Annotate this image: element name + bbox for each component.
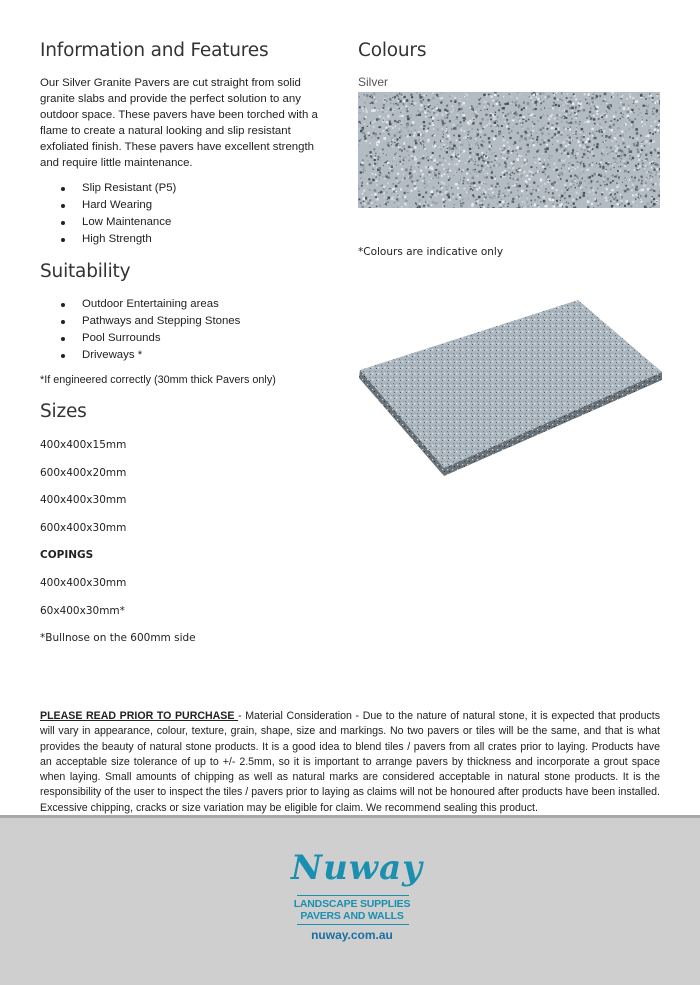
list-item: Pool Surrounds: [40, 330, 240, 347]
suitability-heading: Suitability: [40, 261, 130, 282]
logo-rule: [297, 924, 409, 925]
size-item: 400x400x15mm: [40, 439, 126, 451]
logo-line-2: PAVERS AND WALLS: [287, 910, 417, 922]
list-item: Driveways *: [40, 347, 240, 364]
list-item: High Strength: [40, 231, 176, 248]
colours-heading: Colours: [358, 40, 426, 61]
suitability-note: *If engineered correctly (30mm thick Pavers only): [40, 374, 276, 386]
disclaimer-text: - Material Consideration - Due to the nature of natural stone, it is expected that products will vary in appearance, colour, texture, grain, shape, size and markings. No two pavers or tiles will be the same, and that is what provides the beauty of natural stone products. It is a good idea to blend tiles / pavers from all crates prior to laying. Products have an acceptable size tolerance of up to +/- 2.5mm, so it is important to arrange pavers by thickness and incorporate a grout space when laying. Small amounts of chipping as well as natural marks are considered acceptable in natural stone products. It is the responsibility of the user to inspect the tiles / pavers prior to laying as claims will not be honoured after products have been installed. Excessive chipping, cracks or size variation may be eligible for claim. We recommend sealing this product.: [40, 710, 660, 814]
granite-texture: [358, 92, 660, 208]
list-item: Low Maintenance: [40, 214, 176, 231]
size-item: 600x400x30mm: [40, 522, 126, 534]
size-item: 600x400x20mm: [40, 467, 126, 479]
silver-granite-swatch: [358, 92, 660, 208]
suitability-list: [40, 296, 240, 364]
coping-item: 60x400x30mm*: [40, 605, 125, 617]
disclaimer: [40, 709, 660, 816]
info-heading: Information and Features: [40, 40, 268, 61]
swatch-label: Silver: [358, 75, 388, 89]
logo-brand: Nuway: [291, 848, 417, 888]
paver-image: [356, 298, 666, 478]
disclaimer-title: PLEASE READ PRIOR TO PURCHASE: [40, 710, 238, 722]
list-item: Pathways and Stepping Stones: [40, 313, 240, 330]
features-list: [40, 180, 176, 248]
list-item: Slip Resistant (P5): [40, 180, 176, 197]
size-item: 400x400x30mm: [40, 494, 126, 506]
sizes-note: *Bullnose on the 600mm side: [40, 632, 196, 644]
colours-note: *Colours are indicative only: [358, 246, 503, 258]
logo-rule: [297, 895, 409, 896]
copings-label: COPINGS: [40, 549, 93, 561]
nuway-logo[interactable]: [285, 848, 420, 973]
website-link[interactable]: nuway.com.au: [287, 928, 417, 942]
info-description: Our Silver Granite Pavers are cut straight from solid granite slabs and provide the perfect solution to any outdoor space. These pavers have been torched with a flame to create a natural looking and slip resistant exfoliated finish. These pavers have excellent strength and require little maintenance.: [40, 75, 332, 171]
footer: [0, 815, 700, 985]
logo-line-1: LANDSCAPE SUPPLIES: [287, 898, 417, 910]
list-item: Hard Wearing: [40, 197, 176, 214]
list-item: Outdoor Entertaining areas: [40, 296, 240, 313]
sizes-heading: Sizes: [40, 401, 87, 422]
paver-illustration: [356, 298, 666, 478]
coping-item: 400x400x30mm: [40, 577, 126, 589]
